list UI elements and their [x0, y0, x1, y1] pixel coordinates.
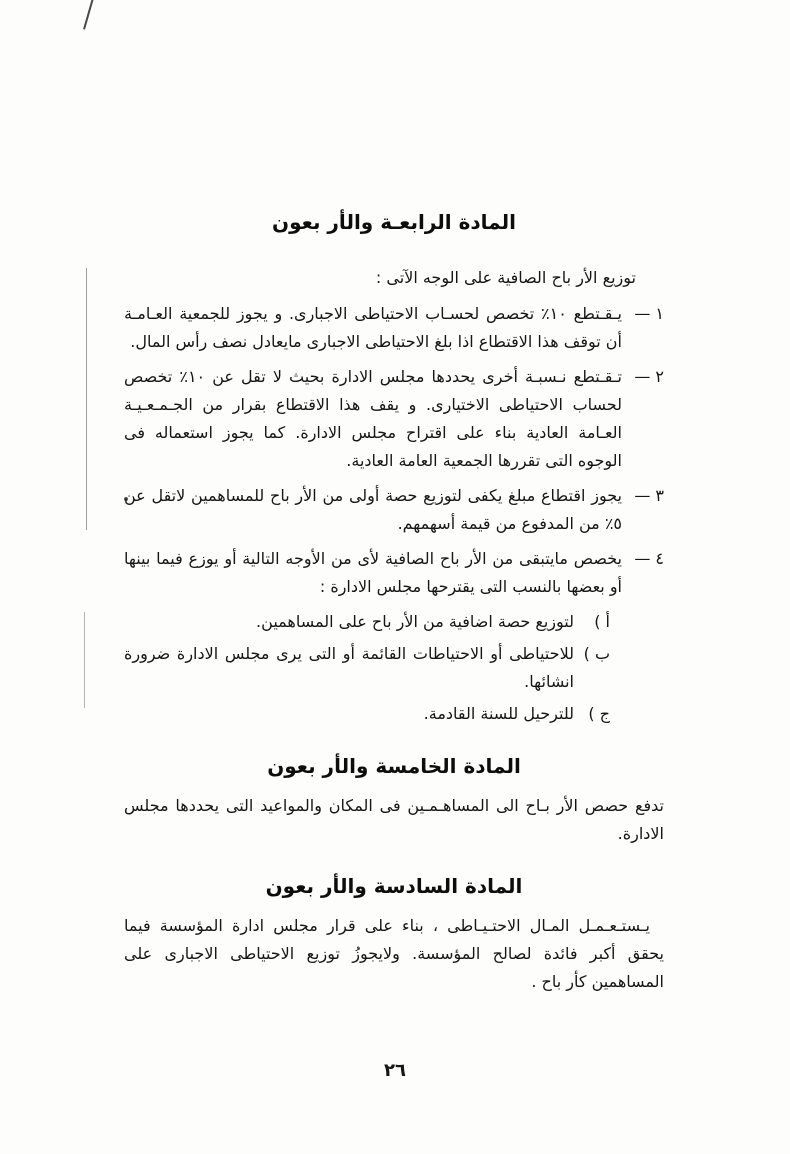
item-text: تـقـتطع نـسبـة أخرى يحددها مجلس الادارة بحيث لا تقل عن ١٠٪ تخصص لحساب الاحتياطى الاختيارى. و يقف هذا الاقتطاع بقرار من الجـمـعـيـة العـامة العادية بناء على اقتراح مجلس الادارة. كما يجوز استعماله فى الوجوه التى تقررها الجمعية العامة العادية. [124, 367, 622, 470]
item-text: يـقـتطع ١٠٪ تخصص لحسـاب الاحتياطى الاجبارى. و يجوز للجمعية العـامـة أن توقف هذا الاقتطاع اذا بلغ الاحتياطى الاجبارى مايعادل نصف رأس المال. [124, 304, 623, 351]
subitem-letter: ب ) [583, 644, 610, 663]
subitem-letter: ج ) [588, 704, 610, 723]
article-44-intro: توزيع الأر باح الصافية على الوجه الآتى : [375, 268, 636, 287]
subitem-letter: أ ) [594, 612, 610, 631]
subitem-text: للاحتياطى أو الاحتياطات القائمة أو التى يرى مجلس الادارة ضرورة انشائها. [124, 644, 574, 691]
item-number: ٣ — [634, 486, 664, 505]
item-text: يخصص مايتبقى من الأر باح الصافية لأى من الأوجه التالية أو يوزع فيما بينها أو بعضها بالنسب التى يقترحها مجلس الادارة : [124, 549, 622, 596]
subitem-text: للترحيل للسنة القادمة. [423, 704, 574, 723]
list-item [124, 545, 664, 601]
article-46-title: المادة السادسة والأر بعون [265, 874, 523, 898]
article-45-title: المادة الخامسة والأر بعون [267, 754, 521, 778]
scan-artifact-line [84, 612, 85, 708]
sublist-item [124, 700, 610, 728]
item-number: ٤ — [634, 549, 664, 568]
list-item [124, 363, 664, 475]
sublist-item [124, 640, 610, 696]
article-44-title: المادة الرابعـة والأر بعون [272, 210, 516, 234]
list-item [124, 482, 664, 538]
scan-artifact-line [83, 0, 95, 30]
item-text: يجوز اقتطاع مبلغ يكفى لتوزيع حصة أولى من الأر باح للمساهمين لاتقل عن ٥٪ من المدفوع من قيمة أسهمهم. [124, 486, 622, 533]
scan-artifact-line [86, 268, 87, 530]
article-46-body: يـستـعـمـل المـال الاحتـيـاطى ، بناء على قرار مجلس ادارة المؤسسة فيما يحقق أكبر فائدة لصالح المؤسسة. ولايجوزُ توزيع الاحتياطى الاجبارى على المساهمين كأر باح . [124, 916, 664, 991]
list-item [124, 300, 664, 356]
sublist [124, 608, 610, 728]
item-number: ١ — [634, 304, 664, 323]
document-content [124, 210, 664, 996]
item-number: ٢ — [634, 367, 664, 386]
page-number: ٢٦ [384, 1060, 406, 1081]
article-45-body: تدفع حصص الأر بـاح الى المساهـمـين فى المكان والمواعيد التى يحددها مجلس الادارة. [124, 796, 664, 843]
subitem-text: لتوزيع حصة اضافية من الأر باح على المساهمين. [256, 612, 574, 631]
sublist-item [124, 608, 610, 636]
